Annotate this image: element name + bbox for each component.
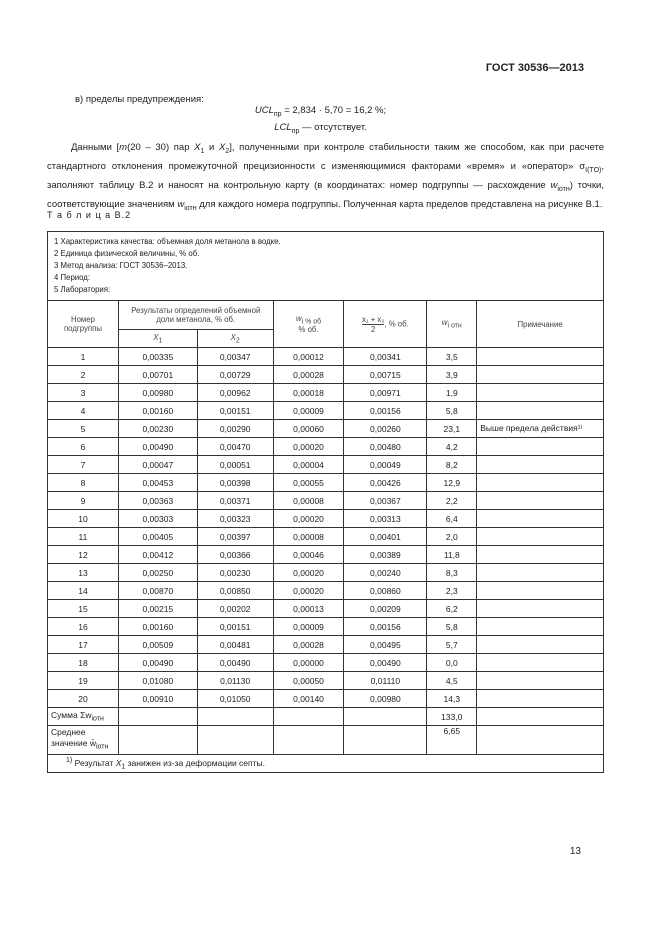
table-cell: [477, 600, 604, 618]
table-row: [48, 384, 604, 402]
table-cell: 0,00910: [118, 690, 197, 708]
table-row: [48, 438, 604, 456]
table-row: [48, 420, 604, 438]
lcl-sub: пр: [291, 127, 300, 135]
table-cell: 4: [48, 402, 119, 420]
table-row: [48, 366, 604, 384]
col-x1: $X_1$: [118, 330, 197, 348]
col-wi: $w_{i \% об}$ % об.: [273, 301, 344, 348]
table-cell: 0,00490: [118, 438, 197, 456]
sum-label: Сумма $\Sigma w_{iотн}$: [48, 708, 119, 726]
ucl-expr: = 2,834 · 5,70 = 16,2 %;: [281, 105, 387, 116]
standard-header: ГОСТ 30536—2013: [485, 62, 584, 74]
table-cell: 2,2: [427, 492, 477, 510]
table-cell: 0,00028: [273, 366, 344, 384]
table-cell: 0,00323: [197, 510, 273, 528]
table-cell: 0,00850: [197, 582, 273, 600]
table-cell: 0,00962: [197, 384, 273, 402]
table-cell: 0,00140: [273, 690, 344, 708]
table-cell: 10: [48, 510, 119, 528]
table-row: [48, 474, 604, 492]
table-cell: 0,00047: [118, 456, 197, 474]
table-cell: 0,00230: [197, 564, 273, 582]
table-cell: 0,00341: [344, 348, 427, 366]
table-cell: 0,00371: [197, 492, 273, 510]
table-cell: 0,00020: [273, 564, 344, 582]
table-cell: 0,00202: [197, 600, 273, 618]
table-cell: 9: [48, 492, 119, 510]
table-cell: 0,00151: [197, 618, 273, 636]
table-info: 1 Характеристика качества: объемная доля метанола в водке. 2 Единица физической величины, % об. 3 Метод анализа: ГОСТ 30536–2013. 4 Период: 5 Лаборатория:: [48, 232, 604, 301]
table-cell: 0,00046: [273, 546, 344, 564]
table-cell: 14: [48, 582, 119, 600]
body-paragraph: Данными [m(20 – 30) пар $X_1$ и $X_2$], полученными при контроле стабильности таким же способом, как при расчете стандартного отклонения промежуточной прецизионности с изменяющимися факторами «время» и «оператор» $\sigma_{I(TO)}$, заполняют таблицу В.2 и наносят на контрольную карту (в координатах: номер подгруппы — расхождение $w_{iотн}$) точки, соответствующие значениям $w_{iотн}$ для каждого номера подгруппы. Полученная карта пределов представлена на рисунке В.1.: [47, 142, 604, 212]
item-c: в) пределы предупреждения:: [75, 94, 204, 105]
table-cell: 6: [48, 438, 119, 456]
table-cell: 0,01050: [197, 690, 273, 708]
table-cell: 6,2: [427, 600, 477, 618]
table-cell: 0,00490: [118, 654, 197, 672]
table-cell: 0,00412: [118, 546, 197, 564]
table-cell: 0,00009: [273, 402, 344, 420]
data-table: [47, 231, 604, 773]
table-cell: 3: [48, 384, 119, 402]
table-row: [48, 690, 604, 708]
avg-label: Среднее значение $w̄_{iотн}$: [48, 726, 119, 755]
table-row: [48, 636, 604, 654]
col-results: Результаты определений объемной доли метанола, % об.: [118, 301, 273, 330]
table-cell: 0,00426: [344, 474, 427, 492]
table-cell: 0,00020: [273, 510, 344, 528]
table-row: [48, 348, 604, 366]
table-cell: [477, 636, 604, 654]
table-cell: 0,00303: [118, 510, 197, 528]
table-cell: [477, 618, 604, 636]
table-cell: 0,01130: [197, 672, 273, 690]
table-cell: 0,00013: [273, 600, 344, 618]
table-cell: 0,00495: [344, 636, 427, 654]
ucl-sub: пр: [273, 110, 282, 118]
table-cell: 0,00049: [344, 456, 427, 474]
table-cell: 0,00389: [344, 546, 427, 564]
table-cell: 0,00490: [197, 654, 273, 672]
table-cell: 0,00470: [197, 438, 273, 456]
table-row: [48, 618, 604, 636]
table-cell: 2: [48, 366, 119, 384]
col-mean: $\frac{\text{x₁ + x₂}}{2}$, % об.: [344, 301, 427, 348]
table-cell: 6,4: [427, 510, 477, 528]
avg-value: 6,65: [427, 726, 477, 755]
table-cell: 11: [48, 528, 119, 546]
table-cell: 2,0: [427, 528, 477, 546]
table-cell: [477, 672, 604, 690]
table-cell: 8,2: [427, 456, 477, 474]
table-row: [48, 654, 604, 672]
table-cell: 0,00367: [344, 492, 427, 510]
table-cell: 7: [48, 456, 119, 474]
table-cell: 0,00313: [344, 510, 427, 528]
table-cell: 0,00980: [118, 384, 197, 402]
table-cell: 0,00290: [197, 420, 273, 438]
ucl-symbol: UCL: [254, 105, 274, 116]
table-cell: [477, 564, 604, 582]
table-cell: 0,00509: [118, 636, 197, 654]
col-wrel: $w_{i отн}$: [427, 301, 477, 348]
table-cell: 0,00004: [273, 456, 344, 474]
table-cell: 0,00020: [273, 438, 344, 456]
table-cell: 16: [48, 618, 119, 636]
table-cell: 0,00870: [118, 582, 197, 600]
table-cell: 0,0: [427, 654, 477, 672]
table-cell: 0,00160: [118, 402, 197, 420]
table-row: [48, 600, 604, 618]
table-cell: 5,8: [427, 402, 477, 420]
table-row: [48, 582, 604, 600]
table-cell: 0,00363: [118, 492, 197, 510]
table-cell: 0,00490: [344, 654, 427, 672]
table-cell: 4,5: [427, 672, 477, 690]
page-number: 13: [569, 846, 581, 857]
table-cell: [477, 348, 604, 366]
table-cell: 0,00405: [118, 528, 197, 546]
table-cell: 0,00008: [273, 528, 344, 546]
table-cell: 11,8: [427, 546, 477, 564]
table-row: [48, 546, 604, 564]
table-cell: 0,00335: [118, 348, 197, 366]
table-cell: 0,00215: [118, 600, 197, 618]
table-cell: 0,00971: [344, 384, 427, 402]
table-cell: 4,2: [427, 438, 477, 456]
table-cell: 0,00401: [344, 528, 427, 546]
table-row: [48, 456, 604, 474]
table-cell: 5,8: [427, 618, 477, 636]
table-cell: 0,00028: [273, 636, 344, 654]
table-cell: 0,00009: [273, 618, 344, 636]
table-cell: [477, 690, 604, 708]
table-cell: 19: [48, 672, 119, 690]
lcl-expr: — отсутствует.: [299, 122, 367, 133]
col-note: Примечание: [477, 301, 604, 348]
table-cell: 0,00715: [344, 366, 427, 384]
table-cell: 5,7: [427, 636, 477, 654]
table-cell: 0,00453: [118, 474, 197, 492]
table-cell: 0,00151: [197, 402, 273, 420]
table-row: [48, 672, 604, 690]
table-cell: 0,01080: [118, 672, 197, 690]
table-cell: 2,3: [427, 582, 477, 600]
table-cell: [477, 366, 604, 384]
table-row: [48, 564, 604, 582]
table-cell: 0,00156: [344, 402, 427, 420]
ucl-formula: [0, 105, 651, 118]
table-cell: 0,00230: [118, 420, 197, 438]
table-cell: 0,00240: [344, 564, 427, 582]
table-cell: 0,00050: [273, 672, 344, 690]
table-cell: 0,00347: [197, 348, 273, 366]
col-num: Номер подгруппы: [48, 301, 119, 348]
table-cell: 0,00000: [273, 654, 344, 672]
table-cell: 0,00481: [197, 636, 273, 654]
table-cell: 14,3: [427, 690, 477, 708]
table-cell: 12,9: [427, 474, 477, 492]
table-cell: 0,01110: [344, 672, 427, 690]
table-cell: 0,00060: [273, 420, 344, 438]
table-cell: [477, 582, 604, 600]
table-cell: [477, 474, 604, 492]
table-cell: [477, 510, 604, 528]
table-cell: 0,00250: [118, 564, 197, 582]
lcl-symbol: LCL: [274, 122, 292, 133]
table-cell: 0,00020: [273, 582, 344, 600]
table-cell: 12: [48, 546, 119, 564]
table-cell: 3,9: [427, 366, 477, 384]
table-cell: 0,00729: [197, 366, 273, 384]
table-cell: 0,00051: [197, 456, 273, 474]
table-row: [48, 402, 604, 420]
table-cell: 3,5: [427, 348, 477, 366]
table-cell: [477, 438, 604, 456]
table-cell: [477, 402, 604, 420]
table-cell: 0,00366: [197, 546, 273, 564]
table-cell: 0,00008: [273, 492, 344, 510]
table-cell: [477, 654, 604, 672]
table-cell: 0,00980: [344, 690, 427, 708]
table-cell: 1,9: [427, 384, 477, 402]
table-cell: 0,00209: [344, 600, 427, 618]
table-cell: 23,1: [427, 420, 477, 438]
table-cell: 17: [48, 636, 119, 654]
table-cell: 0,00480: [344, 438, 427, 456]
table-cell: 0,00397: [197, 528, 273, 546]
table-cell: 0,00156: [344, 618, 427, 636]
table-cell: 1: [48, 348, 119, 366]
table-cell: 0,00398: [197, 474, 273, 492]
col-x2: $X_2$: [197, 330, 273, 348]
table-cell: [477, 528, 604, 546]
table-cell: [477, 546, 604, 564]
table-cell: 13: [48, 564, 119, 582]
table-cell: [477, 384, 604, 402]
table-cell: 20: [48, 690, 119, 708]
table-cell: [477, 492, 604, 510]
table-row: [48, 510, 604, 528]
table-cell: 0,00018: [273, 384, 344, 402]
table-cell: 0,00260: [344, 420, 427, 438]
table-cell: 15: [48, 600, 119, 618]
lcl-formula: [0, 122, 651, 135]
table-row: [48, 528, 604, 546]
table-title: Т а б л и ц а В.2: [47, 210, 132, 220]
table-cell: 0,00860: [344, 582, 427, 600]
table-cell: 0,00160: [118, 618, 197, 636]
table-cell: 0,00012: [273, 348, 344, 366]
sum-value: 133,0: [427, 708, 477, 726]
table-cell: Выше предела действия¹⁾: [477, 420, 604, 438]
table-cell: [477, 456, 604, 474]
table-row: [48, 492, 604, 510]
table-footnote: $^{1)}$ Результат $X_1$ занижен из-за деформации септы.: [48, 755, 604, 773]
table-cell: 5: [48, 420, 119, 438]
table-cell: 0,00055: [273, 474, 344, 492]
table-cell: 18: [48, 654, 119, 672]
table-cell: 8,3: [427, 564, 477, 582]
table-cell: 8: [48, 474, 119, 492]
table-cell: 0,00701: [118, 366, 197, 384]
